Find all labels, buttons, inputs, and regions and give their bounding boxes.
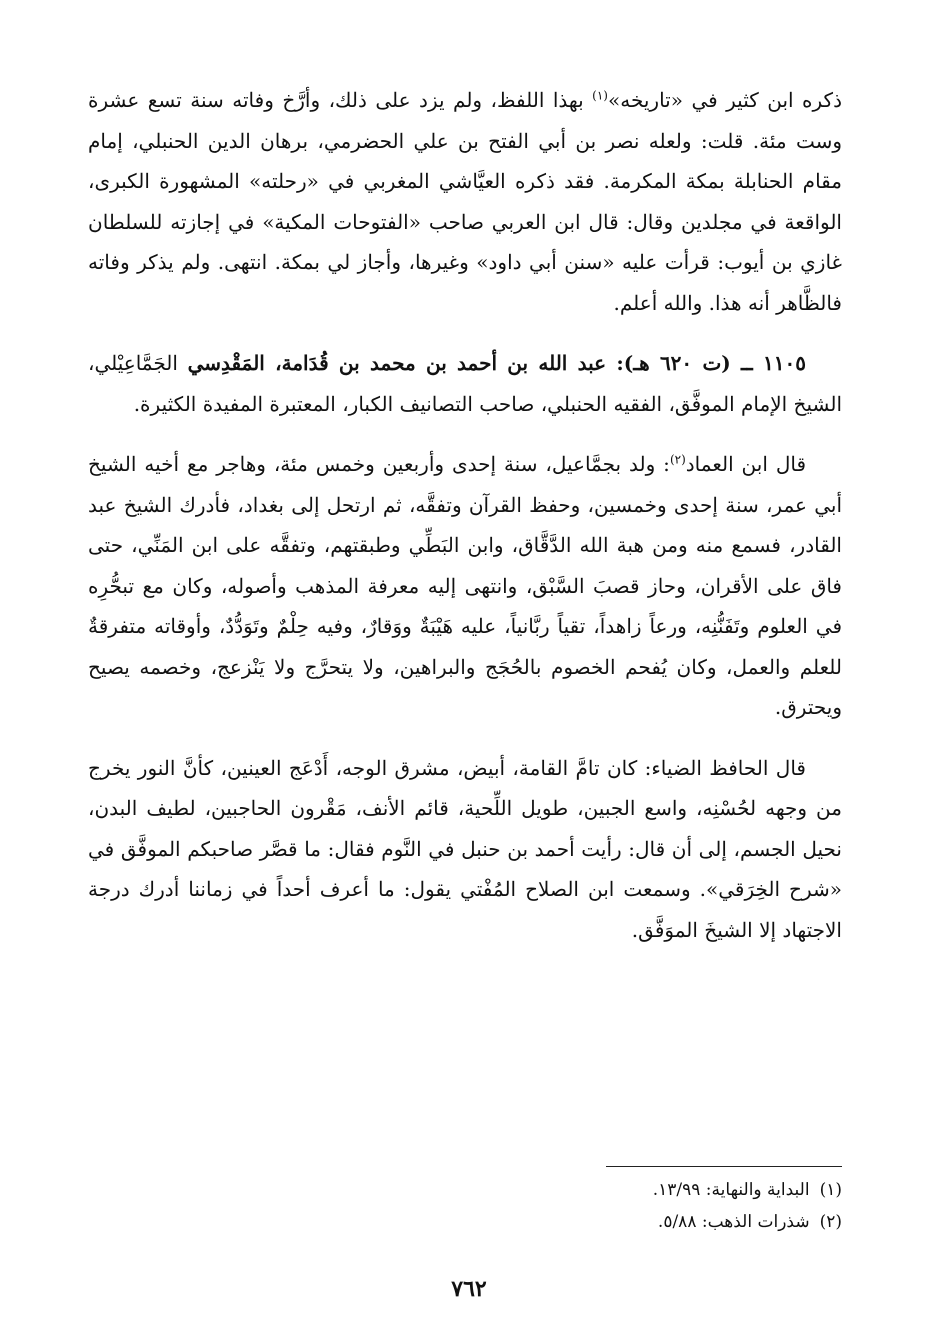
footnote-1-number: (١) (819, 1180, 842, 1200)
paragraph-3 (88, 444, 842, 728)
footnote-divider (606, 1166, 842, 1167)
paragraph-1-text-b: بهذا اللفظ، ولم يزد على ذلك، وأرَّخ وفاته سنة تسع عشرة وست مئة. قلت: ولعله نصر بن أبي الفتح بن علي الحضرمي، برهان الدين الحنبلي، إمام مقام الحنابلة بمكة المكرمة. فقد ذكره العيَّاشي المغربي في «رحلته» المشهورة الكبرى، الواقعة في مجلدين وقال: قال ابن العربي صاحب «الفتوحات المكية» في إجازته للسلطان غازي بن أيوب: قرأت عليه «سنن أبي داود» وغيرها، وأجاز لي بمكة. انتهى. ولم يذكر وفاته فالظَّاهر أنه هذا. والله أعلم. (88, 88, 842, 315)
paragraph-1-text-a: ذكره ابن كثير في «تاريخه» (607, 88, 842, 112)
footnote-ref-1: (١) (592, 88, 608, 103)
paragraph-3-text-b: : ولد بجمَّاعيل، سنة إحدى وأربعين وخمس مئة، وهاجر مع أخيه الشيخ أبي عمر، سنة إحدى وخمسين، وحفظ القرآن وتفقَّه، ثم ارتحل إلى بغداد، فأدرك الشيخ عبد القادر، فسمع منه ومن هبة الله الدَّقَّاق، وابن البَطِّي وطبقتهم، وتفقَّه على ابن المَنِّي، حتى فاق على الأقران، وحاز قصبَ السَّبْق، وانتهى إليه معرفة المذهب وأصوله، وكان مع تبحُّرِه في العلوم وتَفَنُّنِه، ورعاً زاهداً، تقياً ربَّانياً، عليه هَيْبَةٌ ووَقارٌ، وفيه حِلْمٌ وتَوَدُّدٌ، وأوقاته متفرقةٌ للعلم والعمل، وكان يُفحم الخصوم بالحُجَج والبراهين، ولا يتحرَّج ولا يَنْزعج، وخصمه يصيح ويحترق. (88, 452, 843, 719)
page-body (88, 80, 842, 950)
footnote-2 (442, 1206, 842, 1238)
entry-description: الجَمَّاعِيْلي، الشيخ الإمام الموفَّق، الفقيه الحنبلي، صاحب التصانيف الكبار، المعتبرة المفيدة الكثيرة. (88, 351, 842, 416)
footnote-ref-2: (٢) (669, 452, 686, 467)
paragraph-3-text-a: قال ابن العماد (685, 452, 806, 476)
page-number: ٧٦٢ (451, 1276, 487, 1302)
paragraph-1 (88, 80, 842, 323)
paragraph-4: قال الحافظ الضياء: كان تامَّ القامة، أبيض، مشرق الوجه، أَدْعَج العينين، كأنَّ النور يخرج من وجهه لحُسْنِه، واسع الجبين، طويل اللِّحية، قائم الأنف، مَقْرون الحاجبين، لطيف البدن، نحيل الجسم، إلى أن قال: رأيت أحمد بن حنبل في النَّوم فقال: ما قصَّر صاحبكم الموفَّق في «شرح الخِرَقي». وسمعت ابن الصلاح المُفْتي يقول: ما أعرف أحداً في زماننا أدرك درجة الاجتهاد إلا الشيخَ الموَفَّق. (88, 755, 842, 942)
footnote-1-text: البداية والنهاية: ١٣/٩٩. (652, 1180, 810, 1200)
footnote-1 (442, 1174, 842, 1206)
footnote-2-text: شذرات الذهب: ٥/٨٨. (657, 1212, 810, 1232)
footnotes (442, 1174, 842, 1238)
entry-heading: ١١٠٥ ــ (ت ٦٢٠ هـ): عبد الله بن أحمد بن محمد بن قُدَامة، المَقْدِسي (187, 351, 806, 375)
entry-1105 (88, 343, 842, 424)
footnote-2-number: (٢) (819, 1212, 842, 1232)
